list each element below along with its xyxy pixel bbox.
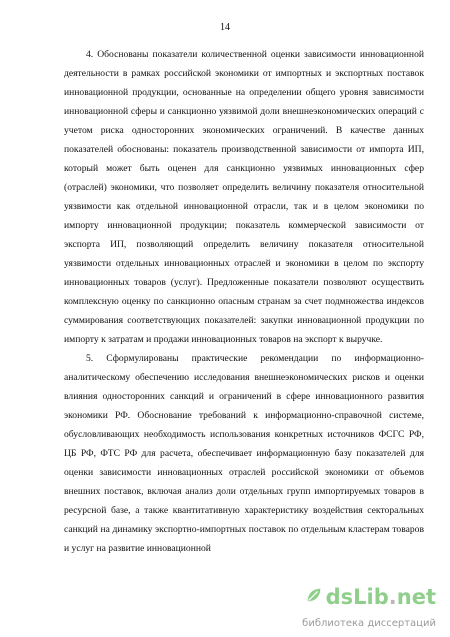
watermark-brand-tld: net	[396, 585, 436, 609]
watermark-brand-dot: .	[388, 585, 397, 609]
dslib-leaf-logo-icon	[305, 586, 323, 604]
watermark-caption: библиотека диссертаций	[302, 618, 436, 629]
page-number: 14	[220, 22, 230, 33]
paragraph-item-5: 5. Сформулированы практические рекомендации по информационно-аналитическому обеспечению исследования внешнеэкономических рисков и оценки влияния односторонних санкций и ограничений в сфере инновационного развития экономики РФ. Обоснование требований к информационно-справочной системе, обусловливающих необходимость использования конкретных источников ФСГС РФ, ЦБ РФ, ФТС РФ для расчета, обеспечивает информационную базу показателей для оценки зависимости инновационных отраслей российской экономики от объемов внешних поставок, включая анализ доли отдельных групп импортируемых товаров в ресурсной базе, а также квантитативную характеристику воздействия секторальных санкций на динамику экспортно-импортных поставок по отдельным кластерам товаров и услуг на развитие инновационной	[64, 353, 424, 554]
paragraph-item-4: 4. Обоснованы показатели количественной оценки зависимости инновационной деятельности в рамках российской экономики от импортных и экспортных поставок инновационной продукции, основанные на определении общего уровня зависимости инновационной сферы и санкционно уязвимой доли внешнеэкономических операций с учетом риска односторонних экономических ограничений. В качестве данных показателей обоснованы: показатель производственной зависимости от импорта ИП, который может быть оценен для санкционно уязвимых инновационных сфер (отраслей) экономики, что позволяет определить величину показателя относительной уязвимости как отдельной инновационной отрасли, так и в целом экономики по импорту инновационной продукции; показатель коммерческой зависимости от экспорта ИП, позволяющий определить величину показателя относительной уязвимости отдельных инновационных отраслей и экономики в целом по экспорту инновационных товаров (услуг). Предложенные показатели позволяют осуществить комплексную оценку по санкционно опасным странам за счет подмножества индексов суммирования соответствующих показателей: закупки инновационной продукции по импорту к затратам и продажи инновационных товаров на экспорт к выручке.	[64, 49, 424, 345]
watermark-brand	[326, 585, 436, 609]
watermark-logo	[305, 585, 436, 609]
document-body	[64, 45, 424, 558]
dslib-watermark	[296, 585, 436, 629]
watermark-brand-main: dsLib	[325, 585, 389, 609]
